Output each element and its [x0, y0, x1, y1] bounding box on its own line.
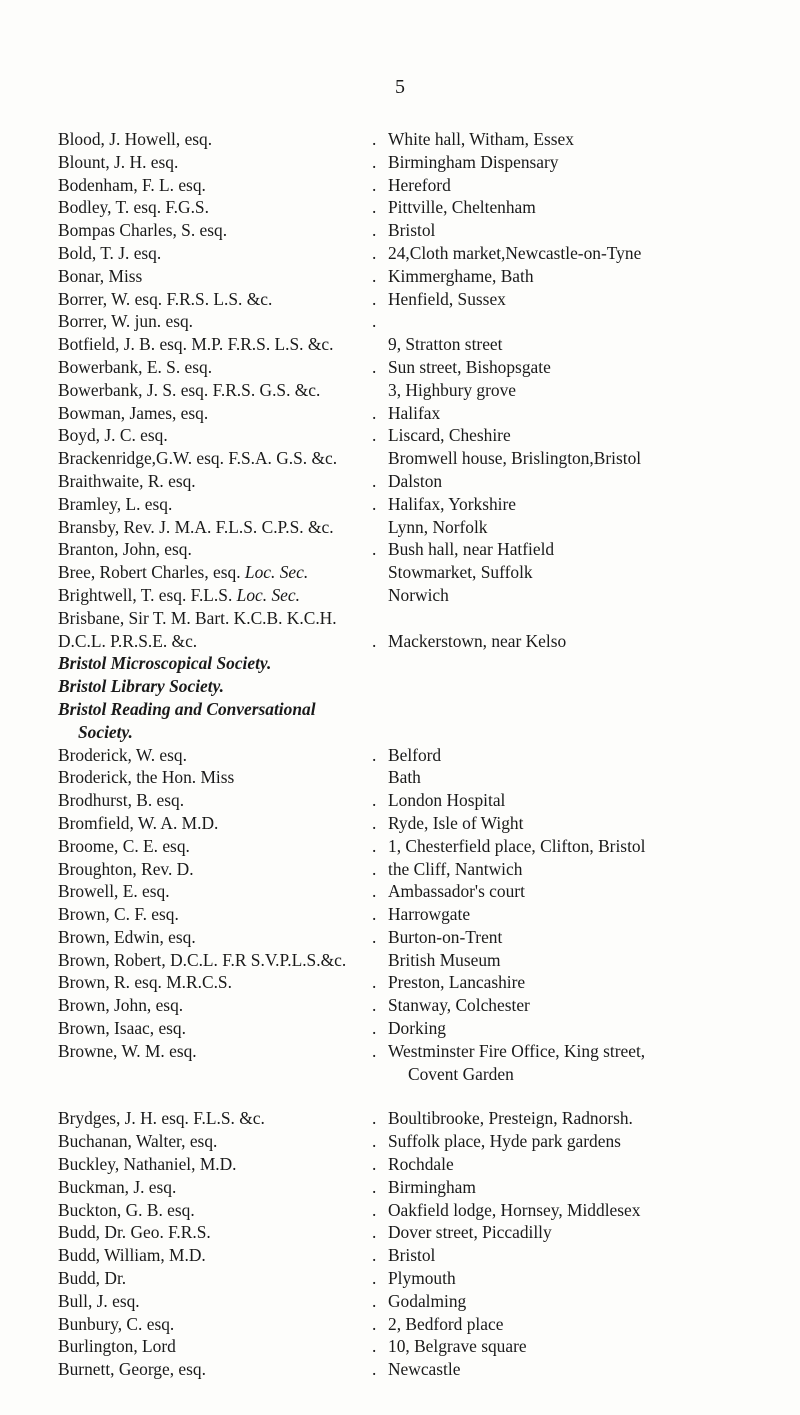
member-name-text: Broderick, W. esq.: [58, 744, 187, 765]
member-name-text: Bromfield, W. A. M.D.: [58, 812, 219, 833]
member-address: [388, 470, 773, 493]
leader-dot: .: [372, 220, 377, 241]
member-row: [58, 744, 773, 767]
member-address: [388, 402, 773, 425]
member-row: [58, 538, 773, 561]
member-name-text: Bowman, James, esq.: [58, 402, 209, 423]
member-address-text: White hall, Witham, Essex: [388, 129, 574, 149]
member-address-text: the Cliff, Nantwich: [388, 858, 523, 879]
member-name-text: Blount, J. H. esq.: [58, 151, 179, 172]
member-address-text: Pittville, Cheltenham: [388, 197, 536, 218]
member-name-text: Brown, Robert, D.C.L. F.R S.V.P.L.S.&c.: [58, 949, 347, 970]
society-name: Bristol Microscopical Society.: [58, 653, 272, 674]
leader-dot: .: [372, 1359, 377, 1380]
member-name: [58, 766, 378, 789]
member-name-text: Borrer, W. esq. F.R.S. L.S. &c.: [58, 288, 273, 309]
member-address-text: Godalming: [388, 1290, 467, 1311]
member-address: [388, 880, 773, 903]
member-name: [58, 926, 378, 949]
member-row: [58, 630, 773, 653]
member-row: [58, 949, 773, 972]
member-row: [58, 265, 773, 288]
member-name: [58, 1267, 378, 1290]
member-row: [58, 447, 773, 470]
society-entry: [58, 675, 773, 698]
member-name: [58, 356, 378, 379]
member-name: [58, 630, 378, 653]
member-row: [58, 1221, 773, 1244]
member-address: [388, 1313, 773, 1336]
member-address: [388, 1221, 773, 1244]
member-address: [388, 584, 773, 607]
local-secretary-note: Loc. Sec.: [244, 562, 309, 583]
member-address: [388, 493, 773, 516]
member-address: [388, 219, 773, 242]
leader-dot: .: [372, 174, 377, 195]
member-name: [58, 1107, 378, 1130]
leader-dot: .: [372, 1199, 377, 1220]
member-address-text: Newcastle: [388, 1359, 461, 1380]
member-row: [58, 310, 773, 333]
member-row: [58, 1107, 773, 1130]
member-address-text: Halifax, Yorkshire: [388, 493, 516, 514]
leader-dot: .: [372, 881, 377, 902]
member-address-text: Halifax: [388, 402, 441, 423]
member-row: [58, 196, 773, 219]
member-row: [58, 516, 773, 539]
member-name-text: Bompas Charles, S. esq.: [58, 220, 228, 241]
leader-dot: .: [372, 356, 377, 377]
member-row: [58, 219, 773, 242]
member-address-text: Oakfield lodge, Hornsey, Middlesex: [388, 1199, 641, 1220]
leader-dot: .: [372, 265, 377, 286]
member-address: [388, 858, 773, 881]
member-name: [58, 265, 378, 288]
member-name: [58, 493, 378, 516]
leader-dot: .: [372, 1131, 377, 1152]
member-name: [58, 424, 378, 447]
member-name: [58, 880, 378, 903]
member-name-text: Buckley, Nathaniel, M.D.: [58, 1154, 237, 1175]
member-name-text: Bodley, T. esq. F.G.S.: [58, 197, 209, 218]
leader-dot: .: [372, 630, 377, 651]
member-name: [58, 607, 378, 630]
member-name-text: Bonar, Miss: [58, 265, 143, 286]
member-name: [58, 789, 378, 812]
member-row: [58, 766, 773, 789]
member-address: [388, 926, 773, 949]
member-address-text: Kimmerghame, Bath: [388, 265, 534, 286]
member-row: [58, 1267, 773, 1290]
member-row: [58, 858, 773, 881]
member-address: [388, 561, 773, 584]
member-address: [388, 151, 773, 174]
member-name-text: Bowerbank, E. S. esq.: [58, 356, 213, 377]
member-address-text: Ryde, Isle of Wight: [388, 812, 524, 833]
member-row: [58, 880, 773, 903]
member-name: [58, 333, 378, 356]
member-address-text: Mackerstown, near Kelso: [388, 630, 567, 651]
member-address: [388, 903, 773, 926]
member-name-text: Browell, E. esq.: [58, 881, 170, 902]
member-row: [58, 288, 773, 311]
member-row: [58, 812, 773, 835]
member-address: [388, 265, 773, 288]
member-name-text: Budd, William, M.D.: [58, 1245, 206, 1266]
leader-dot: .: [372, 311, 377, 332]
member-name: [58, 379, 378, 402]
member-address: [388, 333, 773, 356]
leader-dot: .: [372, 1108, 377, 1129]
member-address-text: Dalston: [388, 470, 443, 491]
member-name: [58, 402, 378, 425]
member-row: [58, 971, 773, 994]
member-row: [58, 174, 773, 197]
member-name-text: Bree, Robert Charles, esq.: [58, 562, 241, 583]
member-name: [58, 561, 378, 584]
member-name: [58, 994, 378, 1017]
member-address: [388, 538, 773, 561]
member-row: [58, 994, 773, 1017]
member-address: [388, 379, 773, 402]
member-name-text: Bodenham, F. L. esq.: [58, 174, 206, 195]
member-row: [58, 424, 773, 447]
member-address: [388, 242, 773, 265]
member-name-text: Brackenridge,G.W. esq. F.S.A. G.S. &c.: [58, 448, 338, 469]
member-address-text: Liscard, Cheshire: [388, 425, 511, 446]
member-name-text: Broughton, Rev. D.: [58, 858, 194, 879]
member-address: [388, 1153, 773, 1176]
member-row: [58, 1017, 773, 1040]
leader-dot: .: [372, 425, 377, 446]
member-name-text: Bramley, L. esq.: [58, 493, 173, 514]
member-name: [58, 1176, 378, 1199]
member-name-text: Borrer, W. jun. esq.: [58, 311, 194, 332]
member-name-text: Budd, Dr.: [58, 1268, 127, 1289]
member-name: [58, 1358, 378, 1381]
member-row: [58, 151, 773, 174]
member-address-text: Westminster Fire Office, King street,: [388, 1040, 646, 1061]
member-name-text: Bull, J. esq.: [58, 1290, 140, 1311]
member-address-text: Belford: [388, 744, 442, 765]
member-name-text: Bransby, Rev. J. M.A. F.L.S. C.P.S. &c.: [58, 516, 334, 537]
member-row: [58, 1290, 773, 1313]
member-name-text: Broderick, the Hon. Miss: [58, 767, 235, 788]
member-name: [58, 744, 378, 767]
member-name: [58, 1040, 378, 1063]
member-address-text: Birmingham: [388, 1176, 476, 1197]
leader-dot: .: [372, 858, 377, 879]
member-address-text: Norwich: [388, 584, 449, 605]
member-name: [58, 1221, 378, 1244]
local-secretary-note: Loc. Sec.: [236, 584, 300, 605]
member-name: [58, 242, 378, 265]
member-name: [58, 470, 378, 493]
member-name-text: Branton, John, esq.: [58, 539, 192, 560]
member-row: [58, 379, 773, 402]
member-address: [388, 1130, 773, 1153]
member-name: [58, 128, 378, 151]
member-address: [388, 1335, 773, 1358]
member-name: [58, 584, 378, 607]
member-address-text: 2, Bedford place: [388, 1313, 504, 1334]
member-address-text: Lynn, Norfolk: [388, 516, 488, 537]
member-address-text: Birmingham Dispensary: [388, 151, 559, 172]
member-address-text: 10, Belgrave square: [388, 1336, 527, 1357]
member-address: [388, 1290, 773, 1313]
member-name-text: Brown, R. esq. M.R.C.S.: [58, 972, 232, 993]
member-row: [58, 1176, 773, 1199]
member-name-text: Broome, C. E. esq.: [58, 835, 190, 856]
member-address: [388, 424, 773, 447]
member-address: [388, 1358, 773, 1381]
member-address: [388, 949, 773, 972]
member-name: [58, 858, 378, 881]
member-address-text: 3, Highbury grove: [388, 379, 516, 400]
member-name: [58, 196, 378, 219]
member-name-text: Brown, John, esq.: [58, 995, 184, 1016]
member-name-text: Brydges, J. H. esq. F.L.S. &c.: [58, 1108, 265, 1129]
member-address: [388, 1040, 773, 1086]
member-row: [58, 402, 773, 425]
member-address-continued: Covent Garden: [408, 1063, 514, 1084]
member-address-text: Sun street, Bishopsgate: [388, 356, 551, 377]
member-row: [58, 584, 773, 607]
member-address: [388, 766, 773, 789]
member-row: [58, 470, 773, 493]
member-row: [58, 1199, 773, 1222]
leader-dot: .: [372, 1245, 377, 1266]
member-address: [388, 1176, 773, 1199]
member-name-text: Buchanan, Walter, esq.: [58, 1131, 218, 1152]
member-address-text: Stowmarket, Suffolk: [388, 562, 533, 583]
member-name: [58, 310, 378, 333]
member-address-text: Burton-on-Trent: [388, 926, 503, 947]
member-name-text: Buckton, G. B. esq.: [58, 1199, 195, 1220]
member-row: [58, 926, 773, 949]
leader-dot: .: [372, 288, 377, 309]
member-address: [388, 789, 773, 812]
member-address: [388, 174, 773, 197]
leader-dot: .: [372, 744, 377, 765]
member-address: [388, 1199, 773, 1222]
member-address-text: Plymouth: [388, 1268, 456, 1289]
member-name: [58, 1290, 378, 1313]
member-row: [58, 1244, 773, 1267]
member-address-text: Bristol: [388, 220, 436, 241]
member-address: [388, 1244, 773, 1267]
member-address: [388, 1017, 773, 1040]
member-row: [58, 835, 773, 858]
member-address-text: 1, Chesterfield place, Clifton, Bristol: [388, 835, 646, 856]
leader-dot: .: [372, 470, 377, 491]
member-address-text: Dorking: [388, 1018, 446, 1039]
leader-dot: .: [372, 790, 377, 811]
leader-dot: .: [372, 1018, 377, 1039]
member-name-text: Browne, W. M. esq.: [58, 1040, 197, 1061]
leader-dot: .: [372, 1040, 377, 1061]
member-name: [58, 288, 378, 311]
member-address-text: Suffolk place, Hyde park gardens: [388, 1131, 621, 1152]
member-name: [58, 219, 378, 242]
leader-dot: .: [372, 1336, 377, 1357]
member-name: [58, 903, 378, 926]
leader-dot: .: [372, 1290, 377, 1311]
member-row: [58, 1040, 773, 1086]
leader-dot: .: [372, 402, 377, 423]
member-address-text: British Museum: [388, 949, 501, 970]
member-name: [58, 1130, 378, 1153]
member-address: [388, 994, 773, 1017]
member-address: [388, 1267, 773, 1290]
member-name-text: Bowerbank, J. S. esq. F.R.S. G.S. &c.: [58, 379, 321, 400]
member-name-text: Burlington, Lord: [58, 1336, 176, 1357]
member-name: [58, 151, 378, 174]
leader-dot: .: [372, 904, 377, 925]
member-address: [388, 516, 773, 539]
member-row: [58, 242, 773, 265]
leader-dot: .: [372, 1313, 377, 1334]
section-spacer: [58, 1085, 773, 1107]
leader-dot: .: [372, 995, 377, 1016]
member-row: [58, 1335, 773, 1358]
member-name-text: Boyd, J. C. esq.: [58, 425, 168, 446]
society-name: Bristol Library Society.: [58, 676, 225, 697]
leader-dot: .: [372, 812, 377, 833]
member-address: [388, 128, 773, 151]
member-address-text: Harrowgate: [388, 904, 471, 925]
member-name-text: Blood, J. Howell, esq.: [58, 129, 213, 149]
member-address: [388, 196, 773, 219]
member-name: [58, 174, 378, 197]
member-address-text: Hereford: [388, 174, 451, 195]
member-name-text: Brown, Isaac, esq.: [58, 1018, 186, 1039]
member-address-text: Bush hall, near Hatfield: [388, 539, 555, 560]
member-address: [388, 356, 773, 379]
member-name-text: D.C.L. P.R.S.E. &c.: [58, 630, 198, 651]
member-name: [58, 1244, 378, 1267]
member-name: [58, 835, 378, 858]
member-name: [58, 447, 378, 470]
member-name-text: Bunbury, C. esq.: [58, 1313, 175, 1334]
member-name-text: Bold, T. J. esq.: [58, 242, 162, 263]
member-row: [58, 607, 773, 630]
member-name: [58, 971, 378, 994]
member-address-text: Stanway, Colchester: [388, 995, 530, 1016]
leader-dot: .: [372, 1222, 377, 1243]
member-name-text: Botfield, J. B. esq. M.P. F.R.S. L.S. &c.: [58, 334, 334, 355]
member-row: [58, 493, 773, 516]
member-name: [58, 538, 378, 561]
member-row: [58, 1130, 773, 1153]
member-list: [58, 128, 773, 1381]
member-address: [388, 1107, 773, 1130]
member-address: [388, 971, 773, 994]
member-name-text: Brown, Edwin, esq.: [58, 926, 196, 947]
leader-dot: .: [372, 242, 377, 263]
member-address-text: Henfield, Sussex: [388, 288, 506, 309]
member-name-text: Brown, C. F. esq.: [58, 904, 179, 925]
member-address-text: Bath: [388, 767, 421, 788]
member-row: [58, 1313, 773, 1336]
member-address: [388, 835, 773, 858]
member-row: [58, 789, 773, 812]
member-address: [388, 812, 773, 835]
member-row: [58, 333, 773, 356]
member-name: [58, 812, 378, 835]
member-name: [58, 1017, 378, 1040]
member-address: [388, 744, 773, 767]
member-address-text: Dover street, Piccadilly: [388, 1222, 552, 1243]
member-name: [58, 1153, 378, 1176]
member-address-text: Rochdale: [388, 1154, 454, 1175]
member-row: [58, 128, 773, 151]
page-number: 5: [395, 76, 405, 98]
member-name-text: Brodhurst, B. esq.: [58, 790, 185, 811]
leader-dot: .: [372, 1176, 377, 1197]
member-row: [58, 1153, 773, 1176]
member-name-text: Braithwaite, R. esq.: [58, 470, 196, 491]
leader-dot: .: [372, 1268, 377, 1289]
member-address-text: London Hospital: [388, 790, 506, 811]
member-name: [58, 1199, 378, 1222]
member-row: [58, 356, 773, 379]
member-name: [58, 1313, 378, 1336]
leader-dot: .: [372, 151, 377, 172]
member-row: [58, 1358, 773, 1381]
member-row: [58, 561, 773, 584]
society-name: Bristol Reading and Conversational: [58, 698, 316, 719]
member-name-text: Budd, Dr. Geo. F.R.S.: [58, 1222, 211, 1243]
leader-dot: .: [372, 835, 377, 856]
member-name-text: Brisbane, Sir T. M. Bart. K.C.B. K.C.H.: [58, 607, 337, 628]
member-address-text: Bromwell house, Brislington,Bristol: [388, 448, 642, 469]
member-address: [388, 447, 773, 470]
society-entry: [58, 652, 773, 675]
leader-dot: .: [372, 197, 377, 218]
member-address: [388, 630, 773, 653]
leader-dot: .: [372, 972, 377, 993]
leader-dot: .: [372, 1154, 377, 1175]
member-name-text: Buckman, J. esq.: [58, 1176, 177, 1197]
member-address-text: 24,Cloth market,Newcastle-on-Tyne: [388, 242, 642, 263]
member-name-text: Burnett, George, esq.: [58, 1359, 206, 1380]
leader-dot: .: [372, 493, 377, 514]
leader-dot: .: [372, 129, 377, 149]
leader-dot: .: [372, 539, 377, 560]
leader-dot: .: [372, 926, 377, 947]
member-name-text: Brightwell, T. esq. F.L.S.: [58, 584, 233, 605]
member-address-text: 9, Stratton street: [388, 334, 503, 355]
society-entry: [58, 698, 773, 744]
member-address-text: Boultibrooke, Presteign, Radnorsh.: [388, 1108, 633, 1129]
member-address: [388, 288, 773, 311]
member-name: [58, 949, 378, 972]
member-name: [58, 1335, 378, 1358]
member-address-text: Ambassador's court: [388, 881, 525, 902]
member-address-text: Preston, Lancashire: [388, 972, 526, 993]
member-address-text: Bristol: [388, 1245, 436, 1266]
member-name: [58, 516, 378, 539]
society-name-continued: Society.: [78, 721, 133, 742]
member-row: [58, 903, 773, 926]
